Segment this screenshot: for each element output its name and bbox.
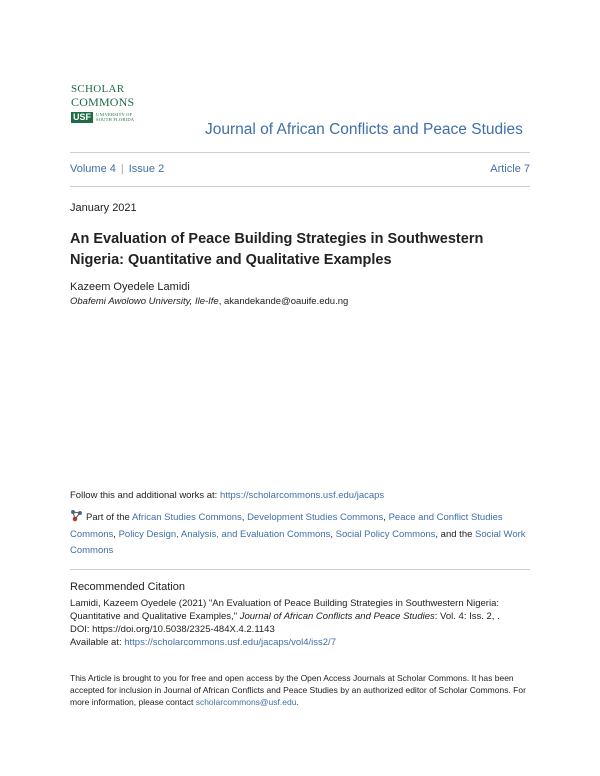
- affiliation-text: Obafemi Awolowo University, Ile-Ife: [70, 296, 219, 307]
- part-of-sep: ,: [241, 512, 248, 523]
- logo-scholar-text: SCHOLAR: [71, 83, 125, 95]
- publication-date: January 2021: [70, 202, 137, 214]
- citation-divider: [70, 569, 530, 570]
- part-of-sep: ,: [383, 512, 389, 523]
- logo-university-text: [96, 113, 134, 122]
- social-work-link[interactable]: Social Work Commons: [70, 528, 526, 556]
- issue-link[interactable]: Issue 2: [128, 163, 165, 175]
- author-affiliation: [70, 296, 348, 307]
- network-icon: [70, 509, 83, 522]
- peace-conflict-studies-link[interactable]: Peace and Conflict Studies Commons: [70, 512, 503, 540]
- citation-available-link[interactable]: https://scholarcommons.usf.edu/jacaps/vol4/iss2/7: [124, 637, 336, 648]
- citation-authors: Lamidi, Kazeem Oyedele (2021) "An Evaluation of Peace Building Strategies in Southwestern Nigeria: Quantitative and Qualitative Examples,": [70, 598, 500, 622]
- access-notice-end: .: [296, 697, 299, 707]
- top-divider: [70, 152, 530, 153]
- citation-doi: DOI: https://doi.org/10.5038/2325-484X.4.2.1143: [70, 624, 275, 635]
- citation-heading: Recommended Citation: [70, 581, 185, 593]
- development-studies-link[interactable]: Development Studies Commons: [247, 512, 384, 523]
- issue-divider: [70, 186, 530, 187]
- part-of-sep: , and the: [435, 528, 476, 540]
- citation-available-label: Available at:: [70, 637, 125, 648]
- follow-line: [70, 490, 384, 501]
- scholar-commons-logo[interactable]: [71, 84, 151, 136]
- part-of-prefix: Part of the: [86, 512, 132, 523]
- african-studies-link[interactable]: African Studies Commons: [131, 512, 242, 523]
- access-notice: [70, 672, 530, 708]
- follow-link[interactable]: https://scholarcommons.usf.edu/jacaps: [219, 490, 385, 501]
- author-email: , akandekande@oauife.edu.ng: [218, 296, 349, 307]
- author-name: Kazeem Oyedele Lamidi: [70, 281, 190, 293]
- issue-info-row: [70, 163, 530, 175]
- volume-link[interactable]: Volume 4: [70, 163, 116, 175]
- part-of-sep: ,: [113, 528, 119, 540]
- issue-separator: |: [120, 163, 124, 175]
- article-link[interactable]: Article 7: [490, 163, 530, 175]
- paper-title: An Evaluation of Peace Building Strategies in Southwestern Nigeria: Quantitative and Qualitative Examples: [70, 231, 484, 268]
- citation-body: [70, 597, 530, 649]
- logo-university-line2: SOUTH FLORIDA: [96, 116, 135, 122]
- part-of-section: [70, 509, 530, 560]
- follow-text: Follow this and additional works at:: [70, 490, 220, 501]
- logo-university-line1: UNIVERSITY OF: [96, 111, 133, 117]
- social-policy-link[interactable]: Social Policy Commons: [335, 528, 436, 540]
- logo-usf-row: [71, 112, 151, 123]
- journal-title-link[interactable]: Journal of African Conflicts and Peace Studies: [205, 121, 523, 138]
- policy-design-link[interactable]: Policy Design, Analysis, and Evaluation Commons: [118, 528, 331, 540]
- citation-journal: Journal of African Conflicts and Peace Studies: [239, 611, 435, 622]
- logo-commons-text: COMMONS: [71, 95, 135, 109]
- part-of-sep: ,: [330, 528, 336, 540]
- citation-volume: : Vol. 4: Iss. 2, .: [434, 611, 500, 622]
- access-notice-text: This Article is brought to you for free and open access by the Open Access Journals at Scholar Commons. It has been accepted for inclusion in Journal of African Conflicts and Peace Studies by an authorized editor of Scholar Commons. For more information, please contact: [70, 673, 526, 707]
- contact-email-link[interactable]: scholarcommons@usf.edu: [195, 697, 297, 707]
- logo-usf-badge: USF: [73, 112, 91, 122]
